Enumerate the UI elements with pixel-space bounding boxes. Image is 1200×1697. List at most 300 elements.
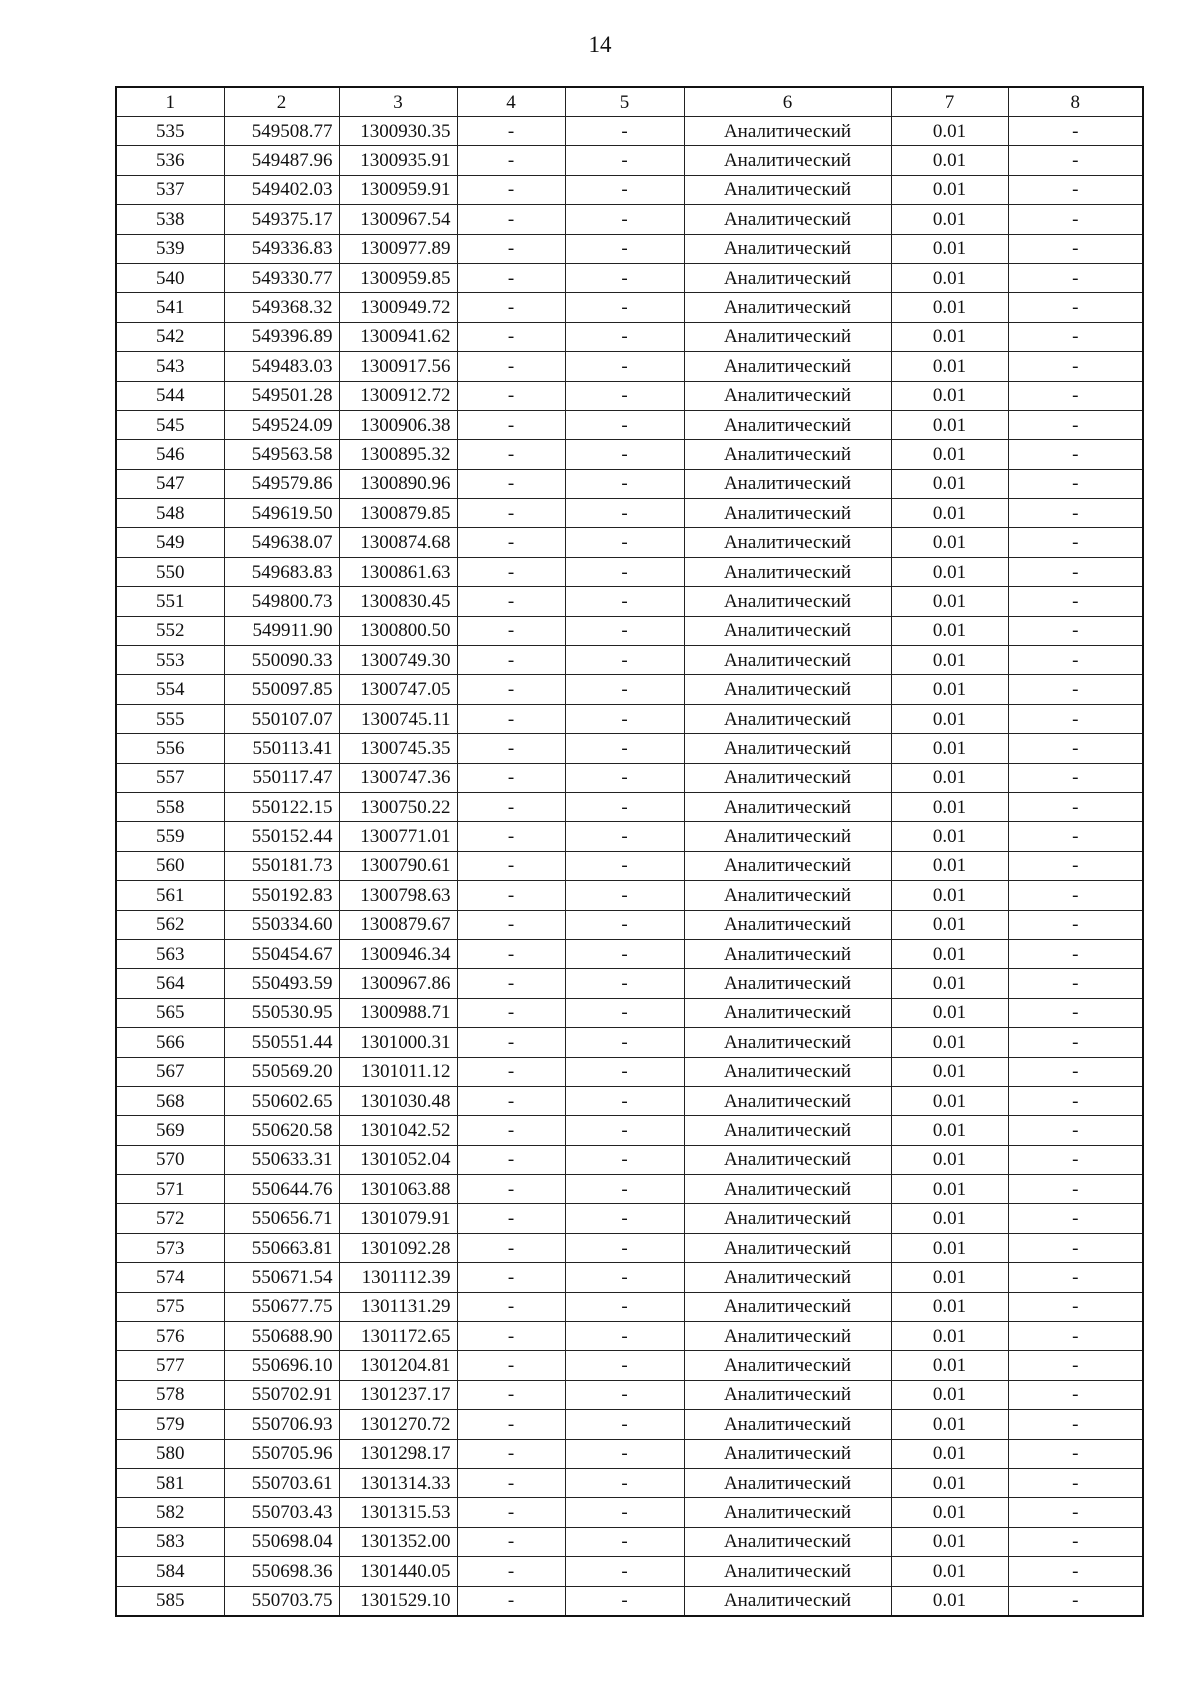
y-coordinate-cell: 1301237.17 bbox=[339, 1380, 457, 1409]
table-header-row bbox=[116, 87, 1143, 117]
x-coordinate-cell: 550117.47 bbox=[224, 763, 339, 792]
accuracy-cell: 0.01 bbox=[891, 410, 1008, 439]
column-5-cell: - bbox=[565, 998, 684, 1027]
method-cell: Аналитический bbox=[684, 410, 891, 439]
method-cell: Аналитический bbox=[684, 175, 891, 204]
point-number-cell: 568 bbox=[116, 1086, 224, 1115]
table-row bbox=[116, 1380, 1143, 1409]
column-4-cell: - bbox=[457, 528, 565, 557]
method-cell: Аналитический bbox=[684, 910, 891, 939]
accuracy-cell: 0.01 bbox=[891, 1145, 1008, 1174]
point-number-cell: 537 bbox=[116, 175, 224, 204]
x-coordinate-cell: 550454.67 bbox=[224, 939, 339, 968]
column-8-cell: - bbox=[1008, 1086, 1143, 1115]
method-cell: Аналитический bbox=[684, 293, 891, 322]
column-8-cell: - bbox=[1008, 1586, 1143, 1616]
column-header: 2 bbox=[224, 87, 339, 117]
column-5-cell: - bbox=[565, 1498, 684, 1527]
point-number-cell: 564 bbox=[116, 969, 224, 998]
column-4-cell: - bbox=[457, 499, 565, 528]
column-5-cell: - bbox=[565, 969, 684, 998]
table-row bbox=[116, 1557, 1143, 1586]
column-8-cell: - bbox=[1008, 1410, 1143, 1439]
column-8-cell: - bbox=[1008, 969, 1143, 998]
method-cell: Аналитический bbox=[684, 557, 891, 586]
y-coordinate-cell: 1301131.29 bbox=[339, 1292, 457, 1321]
column-header: 5 bbox=[565, 87, 684, 117]
column-4-cell: - bbox=[457, 1233, 565, 1262]
column-5-cell: - bbox=[565, 557, 684, 586]
column-8-cell: - bbox=[1008, 1057, 1143, 1086]
column-4-cell: - bbox=[457, 822, 565, 851]
accuracy-cell: 0.01 bbox=[891, 117, 1008, 146]
point-number-cell: 582 bbox=[116, 1498, 224, 1527]
method-cell: Аналитический bbox=[684, 939, 891, 968]
accuracy-cell: 0.01 bbox=[891, 587, 1008, 616]
y-coordinate-cell: 1300747.36 bbox=[339, 763, 457, 792]
column-header: 6 bbox=[684, 87, 891, 117]
accuracy-cell: 0.01 bbox=[891, 1351, 1008, 1380]
column-4-cell: - bbox=[457, 763, 565, 792]
method-cell: Аналитический bbox=[684, 1175, 891, 1204]
y-coordinate-cell: 1300949.72 bbox=[339, 293, 457, 322]
column-4-cell: - bbox=[457, 352, 565, 381]
column-5-cell: - bbox=[565, 1586, 684, 1616]
column-5-cell: - bbox=[565, 1028, 684, 1057]
x-coordinate-cell: 550688.90 bbox=[224, 1322, 339, 1351]
table-row bbox=[116, 822, 1143, 851]
table-row bbox=[116, 557, 1143, 586]
y-coordinate-cell: 1301440.05 bbox=[339, 1557, 457, 1586]
y-coordinate-cell: 1300890.96 bbox=[339, 469, 457, 498]
point-number-cell: 552 bbox=[116, 616, 224, 645]
column-5-cell: - bbox=[565, 469, 684, 498]
table-row bbox=[116, 1322, 1143, 1351]
column-8-cell: - bbox=[1008, 1557, 1143, 1586]
y-coordinate-cell: 1300977.89 bbox=[339, 234, 457, 263]
y-coordinate-cell: 1300941.62 bbox=[339, 322, 457, 351]
point-number-cell: 567 bbox=[116, 1057, 224, 1086]
point-number-cell: 545 bbox=[116, 410, 224, 439]
point-number-cell: 566 bbox=[116, 1028, 224, 1057]
x-coordinate-cell: 550107.07 bbox=[224, 704, 339, 733]
column-5-cell: - bbox=[565, 263, 684, 292]
x-coordinate-cell: 549683.83 bbox=[224, 557, 339, 586]
accuracy-cell: 0.01 bbox=[891, 734, 1008, 763]
x-coordinate-cell: 550620.58 bbox=[224, 1116, 339, 1145]
x-coordinate-cell: 549911.90 bbox=[224, 616, 339, 645]
column-8-cell: - bbox=[1008, 440, 1143, 469]
y-coordinate-cell: 1301352.00 bbox=[339, 1527, 457, 1556]
x-coordinate-cell: 549501.28 bbox=[224, 381, 339, 410]
column-5-cell: - bbox=[565, 381, 684, 410]
accuracy-cell: 0.01 bbox=[891, 1204, 1008, 1233]
x-coordinate-cell: 550696.10 bbox=[224, 1351, 339, 1380]
column-4-cell: - bbox=[457, 322, 565, 351]
table-row bbox=[116, 410, 1143, 439]
table-row bbox=[116, 1057, 1143, 1086]
column-4-cell: - bbox=[457, 1322, 565, 1351]
method-cell: Аналитический bbox=[684, 381, 891, 410]
x-coordinate-cell: 549330.77 bbox=[224, 263, 339, 292]
point-number-cell: 572 bbox=[116, 1204, 224, 1233]
table-row bbox=[116, 469, 1143, 498]
column-5-cell: - bbox=[565, 1557, 684, 1586]
column-8-cell: - bbox=[1008, 175, 1143, 204]
table-row bbox=[116, 175, 1143, 204]
column-8-cell: - bbox=[1008, 763, 1143, 792]
y-coordinate-cell: 1300906.38 bbox=[339, 410, 457, 439]
accuracy-cell: 0.01 bbox=[891, 1410, 1008, 1439]
y-coordinate-cell: 1300874.68 bbox=[339, 528, 457, 557]
table-row bbox=[116, 499, 1143, 528]
y-coordinate-cell: 1300930.35 bbox=[339, 117, 457, 146]
point-number-cell: 546 bbox=[116, 440, 224, 469]
column-8-cell: - bbox=[1008, 822, 1143, 851]
column-8-cell: - bbox=[1008, 704, 1143, 733]
table-row bbox=[116, 528, 1143, 557]
point-number-cell: 551 bbox=[116, 587, 224, 616]
column-5-cell: - bbox=[565, 205, 684, 234]
method-cell: Аналитический bbox=[684, 146, 891, 175]
column-8-cell: - bbox=[1008, 352, 1143, 381]
x-coordinate-cell: 549563.58 bbox=[224, 440, 339, 469]
method-cell: Аналитический bbox=[684, 499, 891, 528]
x-coordinate-cell: 549336.83 bbox=[224, 234, 339, 263]
column-8-cell: - bbox=[1008, 234, 1143, 263]
y-coordinate-cell: 1301000.31 bbox=[339, 1028, 457, 1057]
column-5-cell: - bbox=[565, 675, 684, 704]
column-5-cell: - bbox=[565, 499, 684, 528]
accuracy-cell: 0.01 bbox=[891, 322, 1008, 351]
y-coordinate-cell: 1300967.54 bbox=[339, 205, 457, 234]
y-coordinate-cell: 1300798.63 bbox=[339, 881, 457, 910]
method-cell: Аналитический bbox=[684, 1233, 891, 1262]
method-cell: Аналитический bbox=[684, 998, 891, 1027]
method-cell: Аналитический bbox=[684, 1263, 891, 1292]
point-number-cell: 576 bbox=[116, 1322, 224, 1351]
point-number-cell: 540 bbox=[116, 263, 224, 292]
column-5-cell: - bbox=[565, 146, 684, 175]
table-row bbox=[116, 205, 1143, 234]
x-coordinate-cell: 550698.04 bbox=[224, 1527, 339, 1556]
table-row bbox=[116, 1116, 1143, 1145]
table-row bbox=[116, 734, 1143, 763]
point-number-cell: 579 bbox=[116, 1410, 224, 1439]
x-coordinate-cell: 549508.77 bbox=[224, 117, 339, 146]
column-5-cell: - bbox=[565, 763, 684, 792]
y-coordinate-cell: 1300771.01 bbox=[339, 822, 457, 851]
method-cell: Аналитический bbox=[684, 1292, 891, 1321]
method-cell: Аналитический bbox=[684, 1116, 891, 1145]
x-coordinate-cell: 550602.65 bbox=[224, 1086, 339, 1115]
x-coordinate-cell: 550192.83 bbox=[224, 881, 339, 910]
x-coordinate-cell: 549638.07 bbox=[224, 528, 339, 557]
y-coordinate-cell: 1300935.91 bbox=[339, 146, 457, 175]
column-8-cell: - bbox=[1008, 1322, 1143, 1351]
x-coordinate-cell: 550703.43 bbox=[224, 1498, 339, 1527]
column-4-cell: - bbox=[457, 1086, 565, 1115]
table-row bbox=[116, 293, 1143, 322]
column-5-cell: - bbox=[565, 646, 684, 675]
method-cell: Аналитический bbox=[684, 792, 891, 821]
column-4-cell: - bbox=[457, 616, 565, 645]
y-coordinate-cell: 1300917.56 bbox=[339, 352, 457, 381]
method-cell: Аналитический bbox=[684, 1527, 891, 1556]
table-row bbox=[116, 1204, 1143, 1233]
accuracy-cell: 0.01 bbox=[891, 1086, 1008, 1115]
accuracy-cell: 0.01 bbox=[891, 792, 1008, 821]
y-coordinate-cell: 1301030.48 bbox=[339, 1086, 457, 1115]
method-cell: Аналитический bbox=[684, 1086, 891, 1115]
column-4-cell: - bbox=[457, 1204, 565, 1233]
table-row bbox=[116, 381, 1143, 410]
point-number-cell: 574 bbox=[116, 1263, 224, 1292]
table-row bbox=[116, 851, 1143, 880]
column-8-cell: - bbox=[1008, 792, 1143, 821]
method-cell: Аналитический bbox=[684, 1410, 891, 1439]
method-cell: Аналитический bbox=[684, 1145, 891, 1174]
y-coordinate-cell: 1301052.04 bbox=[339, 1145, 457, 1174]
method-cell: Аналитический bbox=[684, 969, 891, 998]
point-number-cell: 553 bbox=[116, 646, 224, 675]
point-number-cell: 556 bbox=[116, 734, 224, 763]
column-4-cell: - bbox=[457, 263, 565, 292]
column-4-cell: - bbox=[457, 646, 565, 675]
column-4-cell: - bbox=[457, 881, 565, 910]
y-coordinate-cell: 1300800.50 bbox=[339, 616, 457, 645]
column-4-cell: - bbox=[457, 1410, 565, 1439]
table-row bbox=[116, 616, 1143, 645]
y-coordinate-cell: 1300745.35 bbox=[339, 734, 457, 763]
table-row bbox=[116, 1527, 1143, 1556]
y-coordinate-cell: 1300861.63 bbox=[339, 557, 457, 586]
x-coordinate-cell: 549524.09 bbox=[224, 410, 339, 439]
column-5-cell: - bbox=[565, 616, 684, 645]
x-coordinate-cell: 549579.86 bbox=[224, 469, 339, 498]
column-5-cell: - bbox=[565, 440, 684, 469]
column-8-cell: - bbox=[1008, 205, 1143, 234]
y-coordinate-cell: 1300749.30 bbox=[339, 646, 457, 675]
point-number-cell: 543 bbox=[116, 352, 224, 381]
column-4-cell: - bbox=[457, 205, 565, 234]
x-coordinate-cell: 549487.96 bbox=[224, 146, 339, 175]
y-coordinate-cell: 1300790.61 bbox=[339, 851, 457, 880]
method-cell: Аналитический bbox=[684, 1380, 891, 1409]
x-coordinate-cell: 549396.89 bbox=[224, 322, 339, 351]
point-number-cell: 577 bbox=[116, 1351, 224, 1380]
table-row bbox=[116, 1498, 1143, 1527]
accuracy-cell: 0.01 bbox=[891, 616, 1008, 645]
column-4-cell: - bbox=[457, 675, 565, 704]
method-cell: Аналитический bbox=[684, 205, 891, 234]
column-5-cell: - bbox=[565, 1468, 684, 1497]
accuracy-cell: 0.01 bbox=[891, 851, 1008, 880]
column-header: 4 bbox=[457, 87, 565, 117]
x-coordinate-cell: 550644.76 bbox=[224, 1175, 339, 1204]
column-8-cell: - bbox=[1008, 499, 1143, 528]
point-number-cell: 549 bbox=[116, 528, 224, 557]
column-4-cell: - bbox=[457, 146, 565, 175]
column-header: 7 bbox=[891, 87, 1008, 117]
x-coordinate-cell: 550703.61 bbox=[224, 1468, 339, 1497]
method-cell: Аналитический bbox=[684, 1498, 891, 1527]
method-cell: Аналитический bbox=[684, 675, 891, 704]
method-cell: Аналитический bbox=[684, 587, 891, 616]
column-5-cell: - bbox=[565, 1116, 684, 1145]
x-coordinate-cell: 550097.85 bbox=[224, 675, 339, 704]
method-cell: Аналитический bbox=[684, 646, 891, 675]
table-row bbox=[116, 1175, 1143, 1204]
coordinates-table bbox=[115, 86, 1144, 1617]
method-cell: Аналитический bbox=[684, 469, 891, 498]
column-8-cell: - bbox=[1008, 1175, 1143, 1204]
x-coordinate-cell: 550551.44 bbox=[224, 1028, 339, 1057]
accuracy-cell: 0.01 bbox=[891, 998, 1008, 1027]
table-row bbox=[116, 1468, 1143, 1497]
column-5-cell: - bbox=[565, 910, 684, 939]
column-8-cell: - bbox=[1008, 263, 1143, 292]
method-cell: Аналитический bbox=[684, 704, 891, 733]
point-number-cell: 536 bbox=[116, 146, 224, 175]
y-coordinate-cell: 1300988.71 bbox=[339, 998, 457, 1027]
column-5-cell: - bbox=[565, 1410, 684, 1439]
column-8-cell: - bbox=[1008, 851, 1143, 880]
point-number-cell: 585 bbox=[116, 1586, 224, 1616]
accuracy-cell: 0.01 bbox=[891, 704, 1008, 733]
table-row bbox=[116, 1292, 1143, 1321]
column-8-cell: - bbox=[1008, 293, 1143, 322]
point-number-cell: 548 bbox=[116, 499, 224, 528]
table-row bbox=[116, 587, 1143, 616]
method-cell: Аналитический bbox=[684, 822, 891, 851]
column-8-cell: - bbox=[1008, 998, 1143, 1027]
y-coordinate-cell: 1300959.91 bbox=[339, 175, 457, 204]
x-coordinate-cell: 549619.50 bbox=[224, 499, 339, 528]
table-row bbox=[116, 1145, 1143, 1174]
column-8-cell: - bbox=[1008, 1380, 1143, 1409]
column-5-cell: - bbox=[565, 851, 684, 880]
column-8-cell: - bbox=[1008, 910, 1143, 939]
column-5-cell: - bbox=[565, 234, 684, 263]
table-row bbox=[116, 792, 1143, 821]
column-8-cell: - bbox=[1008, 146, 1143, 175]
table-row bbox=[116, 1086, 1143, 1115]
column-header: 3 bbox=[339, 87, 457, 117]
method-cell: Аналитический bbox=[684, 616, 891, 645]
table-row bbox=[116, 117, 1143, 146]
method-cell: Аналитический bbox=[684, 763, 891, 792]
accuracy-cell: 0.01 bbox=[891, 528, 1008, 557]
accuracy-cell: 0.01 bbox=[891, 1057, 1008, 1086]
x-coordinate-cell: 550698.36 bbox=[224, 1557, 339, 1586]
table-row bbox=[116, 939, 1143, 968]
y-coordinate-cell: 1300750.22 bbox=[339, 792, 457, 821]
accuracy-cell: 0.01 bbox=[891, 381, 1008, 410]
table-row bbox=[116, 322, 1143, 351]
method-cell: Аналитический bbox=[684, 1468, 891, 1497]
point-number-cell: 559 bbox=[116, 822, 224, 851]
column-5-cell: - bbox=[565, 1086, 684, 1115]
method-cell: Аналитический bbox=[684, 1586, 891, 1616]
accuracy-cell: 0.01 bbox=[891, 1233, 1008, 1262]
x-coordinate-cell: 550152.44 bbox=[224, 822, 339, 851]
column-8-cell: - bbox=[1008, 1145, 1143, 1174]
y-coordinate-cell: 1301092.28 bbox=[339, 1233, 457, 1262]
column-4-cell: - bbox=[457, 175, 565, 204]
column-4-cell: - bbox=[457, 734, 565, 763]
point-number-cell: 563 bbox=[116, 939, 224, 968]
table-row bbox=[116, 1028, 1143, 1057]
y-coordinate-cell: 1301063.88 bbox=[339, 1175, 457, 1204]
table-row bbox=[116, 1439, 1143, 1468]
x-coordinate-cell: 550334.60 bbox=[224, 910, 339, 939]
table-row bbox=[116, 1351, 1143, 1380]
accuracy-cell: 0.01 bbox=[891, 1557, 1008, 1586]
accuracy-cell: 0.01 bbox=[891, 646, 1008, 675]
x-coordinate-cell: 550090.33 bbox=[224, 646, 339, 675]
table-row bbox=[116, 763, 1143, 792]
point-number-cell: 554 bbox=[116, 675, 224, 704]
point-number-cell: 535 bbox=[116, 117, 224, 146]
column-8-cell: - bbox=[1008, 734, 1143, 763]
accuracy-cell: 0.01 bbox=[891, 557, 1008, 586]
x-coordinate-cell: 550181.73 bbox=[224, 851, 339, 880]
column-4-cell: - bbox=[457, 704, 565, 733]
point-number-cell: 580 bbox=[116, 1439, 224, 1468]
table-row bbox=[116, 1586, 1143, 1616]
accuracy-cell: 0.01 bbox=[891, 1468, 1008, 1497]
point-number-cell: 541 bbox=[116, 293, 224, 322]
page-number: 14 bbox=[588, 32, 612, 57]
table-row bbox=[116, 352, 1143, 381]
column-4-cell: - bbox=[457, 1498, 565, 1527]
method-cell: Аналитический bbox=[684, 881, 891, 910]
y-coordinate-cell: 1300959.85 bbox=[339, 263, 457, 292]
table-row bbox=[116, 969, 1143, 998]
column-4-cell: - bbox=[457, 1586, 565, 1616]
accuracy-cell: 0.01 bbox=[891, 1586, 1008, 1616]
x-coordinate-cell: 550122.15 bbox=[224, 792, 339, 821]
column-5-cell: - bbox=[565, 293, 684, 322]
y-coordinate-cell: 1301011.12 bbox=[339, 1057, 457, 1086]
column-8-cell: - bbox=[1008, 469, 1143, 498]
column-4-cell: - bbox=[457, 293, 565, 322]
y-coordinate-cell: 1300745.11 bbox=[339, 704, 457, 733]
point-number-cell: 547 bbox=[116, 469, 224, 498]
column-5-cell: - bbox=[565, 1204, 684, 1233]
column-5-cell: - bbox=[565, 410, 684, 439]
y-coordinate-cell: 1300912.72 bbox=[339, 381, 457, 410]
x-coordinate-cell: 549800.73 bbox=[224, 587, 339, 616]
column-4-cell: - bbox=[457, 1028, 565, 1057]
method-cell: Аналитический bbox=[684, 234, 891, 263]
column-5-cell: - bbox=[565, 881, 684, 910]
column-4-cell: - bbox=[457, 587, 565, 616]
column-5-cell: - bbox=[565, 1322, 684, 1351]
column-5-cell: - bbox=[565, 1175, 684, 1204]
accuracy-cell: 0.01 bbox=[891, 969, 1008, 998]
method-cell: Аналитический bbox=[684, 851, 891, 880]
column-4-cell: - bbox=[457, 998, 565, 1027]
column-8-cell: - bbox=[1008, 646, 1143, 675]
method-cell: Аналитический bbox=[684, 352, 891, 381]
column-8-cell: - bbox=[1008, 1439, 1143, 1468]
y-coordinate-cell: 1301204.81 bbox=[339, 1351, 457, 1380]
point-number-cell: 550 bbox=[116, 557, 224, 586]
column-8-cell: - bbox=[1008, 1204, 1143, 1233]
x-coordinate-cell: 550705.96 bbox=[224, 1439, 339, 1468]
